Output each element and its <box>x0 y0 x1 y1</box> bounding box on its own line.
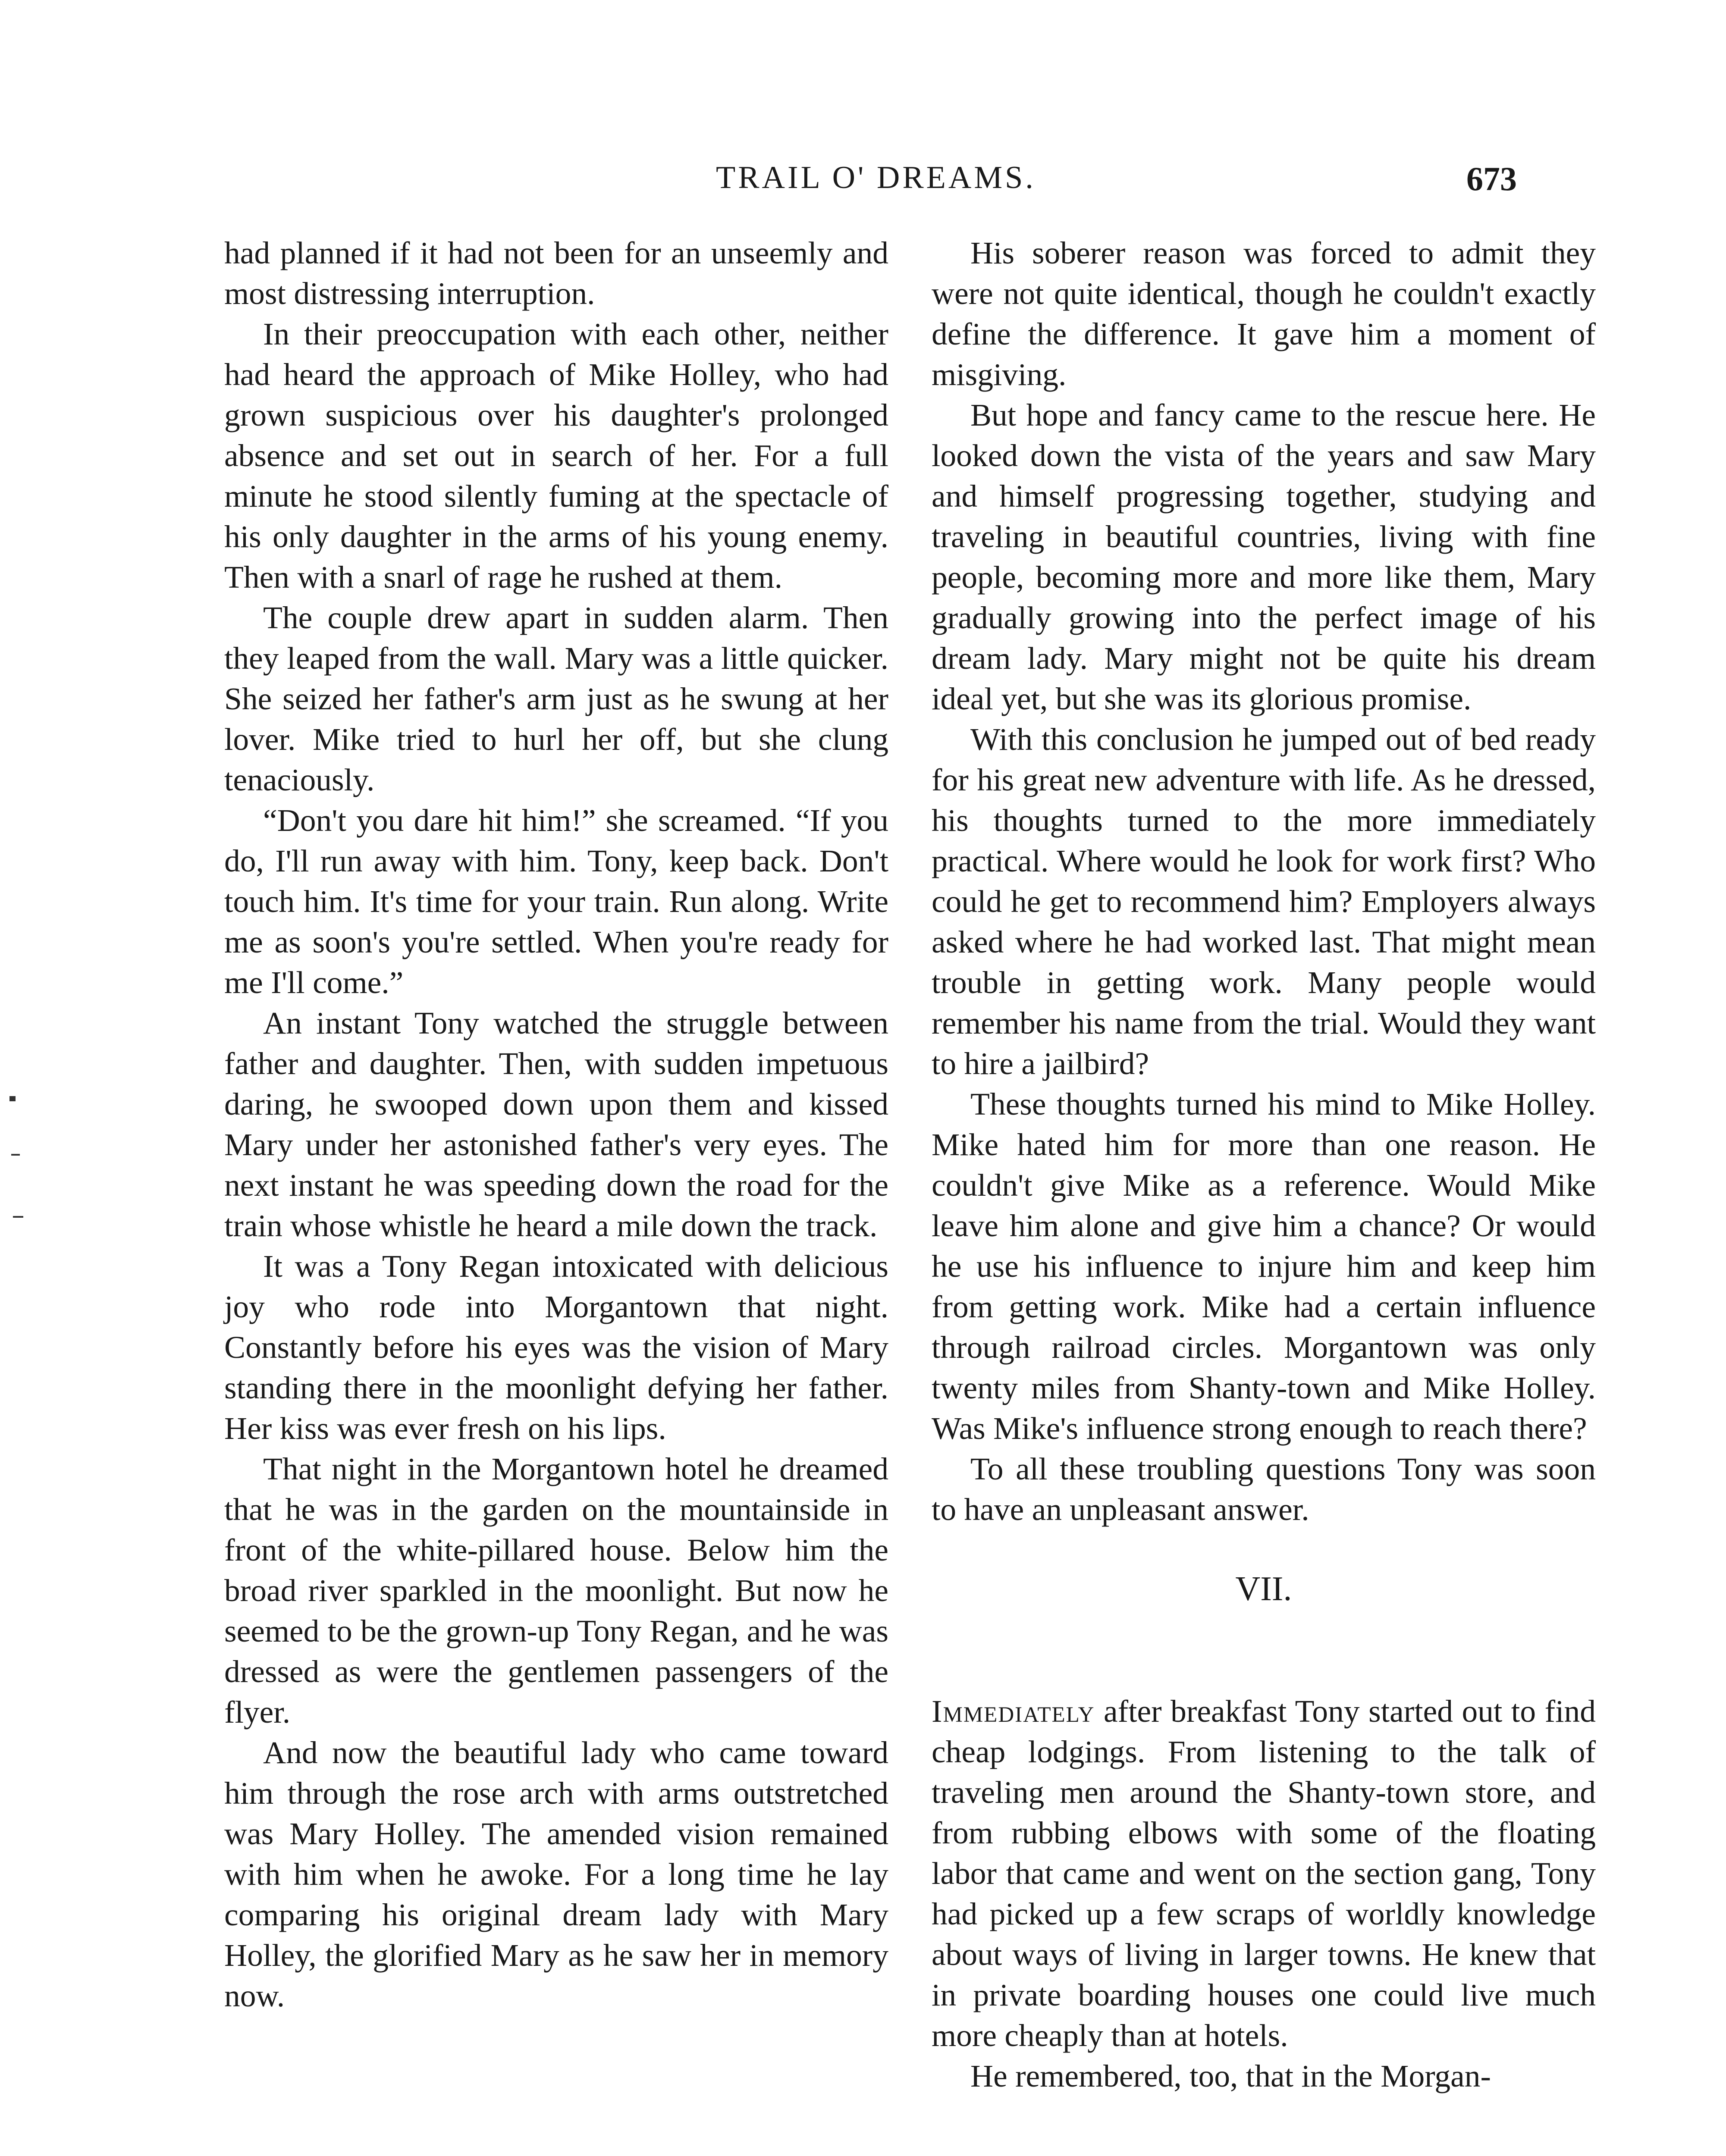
paragraph: That night in the Morgantown hotel he dreamed that he was in the garden on the mountainside in front of the white-pillared house. Below him the broad river sparkled in the moonlight. But now he seemed to be the grown-up Tony Regan, and he was dressed as were the gentlemen passengers of the flyer. <box>224 1451 888 1730</box>
page-number: 673 <box>1466 160 1517 197</box>
paragraph: And now the beautiful lady who came toward him through the rose arch with arms outstretched was Mary Holley. The amended vision remained with him when he awoke. For a long time he lay comparing his original dream lady with Mary Holley, the glorified Mary as he saw her in memory now. <box>224 1735 888 2013</box>
paragraph: In their preoccupation with each other, neither had heard the approach of Mike Holley, who had grown suspicious over his daughter's prolonged absence and set out in search of her. For a full minute he stood silently fuming at the spectacle of his only daughter in the arms of his young enemy. Then with a snarl of rage he rushed at them. <box>224 317 888 595</box>
running-title: TRAIL O' DREAMS. <box>716 160 1036 195</box>
paragraph: But hope and fancy came to the rescue here. He looked down the vista of the years and saw Mary and himself progressing together, studying and traveling in beautiful countries, living with fine people, becoming more and more like them, Mary gradually growing into the perfect image of his dream lady. Mary might not be quite his dream ideal yet, but she was its glorious promise. <box>932 398 1596 716</box>
margin-mark <box>9 1096 16 1101</box>
paragraph: With this conclusion he jumped out of bed ready for his great new adventure with life. As he dressed, his thoughts turned to the more immediately practical. Where would he look for work first? Who could he get to recommend him? Employers always asked where he had worked last. That might mean trouble in getting work. Many people would remember his name from the trial. Would they want to hire a jailbird? <box>932 722 1596 1081</box>
paragraph: had planned if it had not been for an unseemly and most distressing interruption. <box>224 235 888 311</box>
paragraph: He remembered, too, that in the Morgan- <box>970 2059 1491 2093</box>
paragraph: An instant Tony watched the struggle between father and daughter. Then, with sudden impetuous daring, he swooped down upon them and kissed Mary under her astonished father's very eyes. The next instant he was speeding down the road for the train whose whistle he heard a mile down the track. <box>224 1006 888 1243</box>
paragraph: It was a Tony Regan intoxicated with delicious joy who rode into Morgantown that night. Constantly before his eyes was the vision of Mary standing there in the moonlight defying her father. Her kiss was ever fresh on his lips. <box>224 1249 888 1446</box>
paragraph <box>932 1691 1596 2056</box>
margin-mark <box>13 1216 23 1218</box>
margin-mark <box>11 1154 20 1156</box>
left-column <box>224 233 888 2016</box>
paragraph-text: after breakfast Tony started out to find cheap lodgings. From listening to the talk of traveling men around the Shanty-town store, and from rubbing elbows with some of the floating labor that came and went on the section gang, Tony had picked up a few scraps of worldly knowledge about ways of living in larger towns. He knew that in private boarding houses one could live much more cheaply than at hotels. <box>932 1694 1596 2053</box>
opening-word: Immediately <box>932 1694 1095 1729</box>
chapter-heading: VII. <box>1235 1570 1292 1608</box>
paragraph: His soberer reason was forced to admit they were not quite identical, though he couldn't exactly define the difference. It gave him a moment of misgiving. <box>932 235 1596 392</box>
paragraph: “Don't you dare hit him!” she screamed. “If you do, I'll run away with him. Tony, keep back. Don't touch him. It's time for your train. Run along. Write me as soon's you're settled. When you're ready for me I'll come.” <box>224 803 888 1000</box>
paragraph: The couple drew apart in sudden alarm. Then they leaped from the wall. Mary was a little quicker. She seized her father's arm just as he swung at her lover. Mike tried to hurl her off, but she clung tenaciously. <box>224 600 888 797</box>
right-column <box>932 233 1596 2096</box>
paragraph: To all these troubling questions Tony was soon to have an unpleasant answer. <box>932 1451 1596 1527</box>
paragraph: These thoughts turned his mind to Mike Holley. Mike hated him for more than one reason. He couldn't give Mike as a reference. Would Mike leave him alone and give him a chance? Or would he use his influence to injure him and keep him from getting work. Mike had a certain influence through railroad circles. Morgantown was only twenty miles from Shanty-town and Mike Holley. Was Mike's influence strong enough to reach there? <box>932 1087 1596 1446</box>
page-header <box>0 160 1726 207</box>
